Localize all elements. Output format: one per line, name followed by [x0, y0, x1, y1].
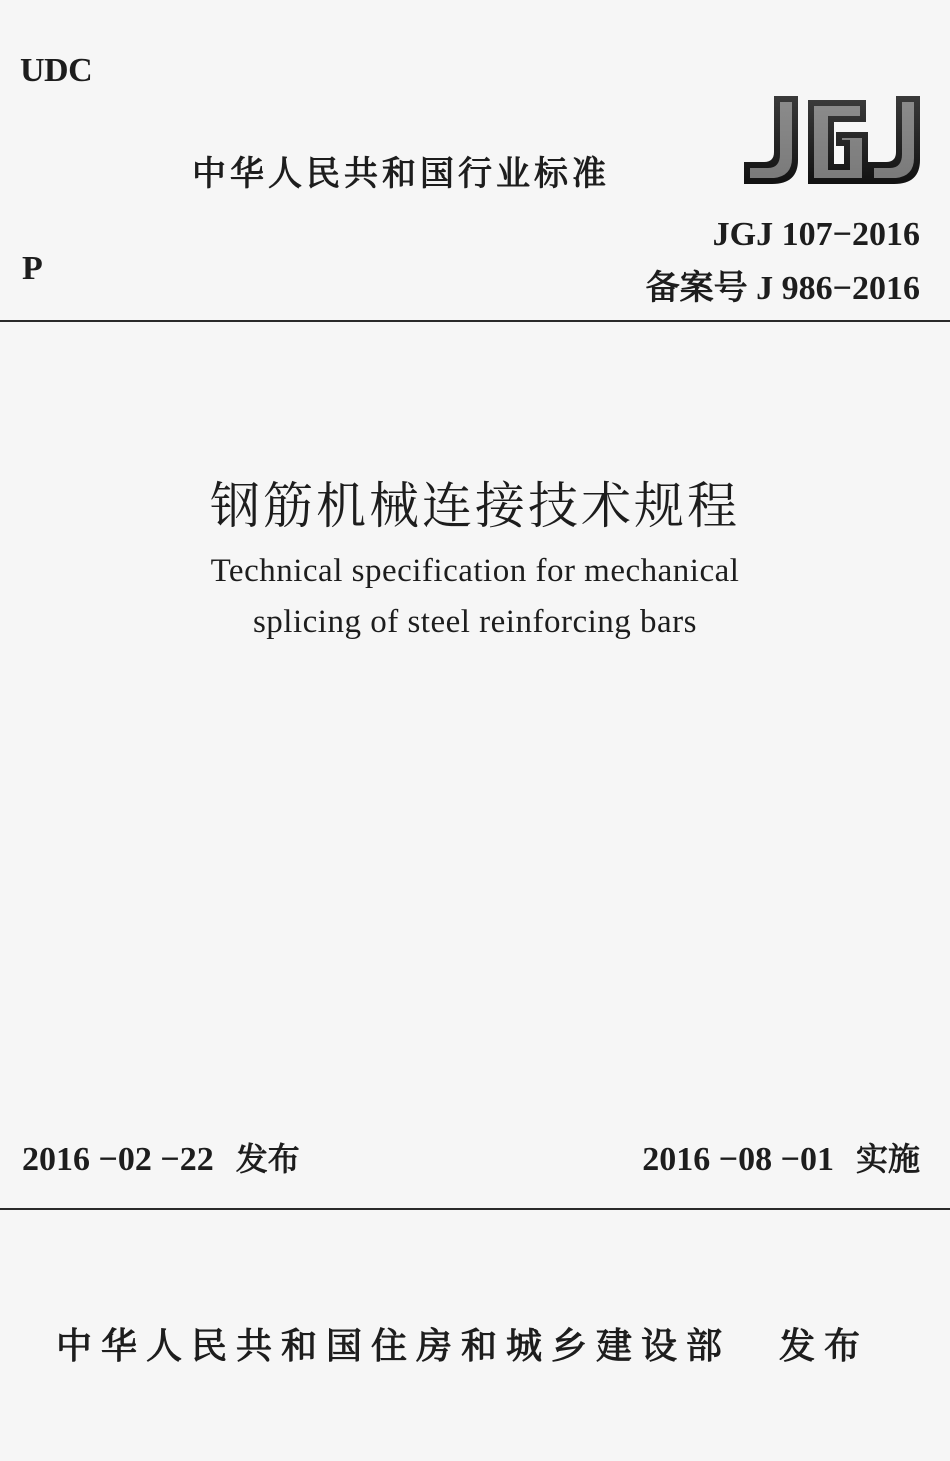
publish-label: 发布 — [779, 1326, 870, 1367]
effective-label: 实施 — [855, 1140, 920, 1178]
classification-code: P — [22, 250, 43, 287]
footer-divider — [0, 1208, 950, 1210]
issue-date: 2016 −02 −22 — [22, 1141, 214, 1178]
standard-category: 中华人民共和国行业标准 — [192, 154, 610, 194]
effective-date-row — [642, 1134, 920, 1180]
record-number: 备案号 J 986−2016 — [645, 270, 920, 307]
publisher-row — [56, 1318, 869, 1369]
title-chinese: 钢筋机械连接技术规程 — [210, 477, 740, 535]
effective-date: 2016 −08 −01 — [642, 1141, 834, 1178]
title-english-line1: Technical specification for mechanical — [210, 553, 740, 589]
header-divider — [0, 320, 950, 322]
issue-label: 发布 — [235, 1140, 300, 1178]
publisher: 中华人民共和国住房和城乡建设部 — [56, 1326, 732, 1367]
title-english-line2: splicing of steel reinforcing bars — [252, 604, 698, 640]
udc-label: UDC — [20, 52, 93, 89]
standard-number: JGJ 107−2016 — [712, 216, 920, 253]
jgj-logo — [738, 92, 924, 188]
issue-date-row — [22, 1134, 300, 1180]
